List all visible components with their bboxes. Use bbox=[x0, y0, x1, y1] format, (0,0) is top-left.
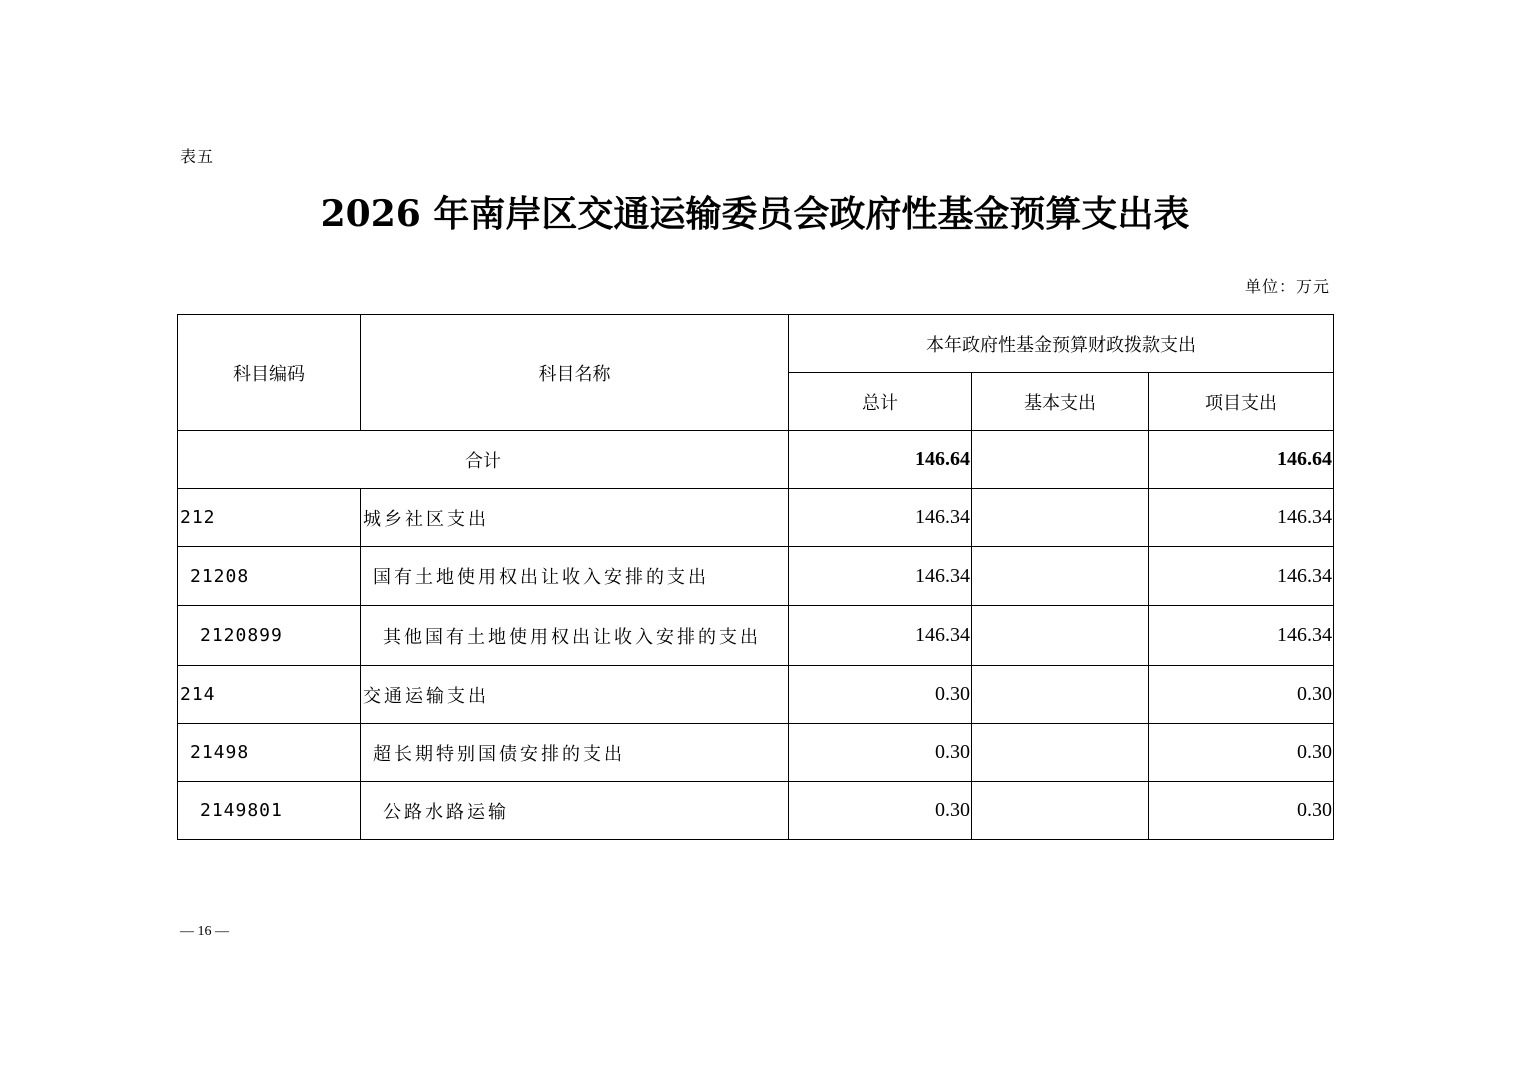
row-total: 0.30 bbox=[789, 666, 972, 724]
table-row bbox=[178, 724, 1334, 782]
row-name: 其他国有土地使用权出让收入安排的支出 bbox=[361, 606, 789, 666]
row-total: 146.34 bbox=[789, 606, 972, 666]
row-basic bbox=[972, 547, 1149, 606]
budget-table bbox=[177, 314, 1334, 840]
table-row bbox=[178, 606, 1334, 666]
row-project: 146.34 bbox=[1149, 606, 1334, 666]
row-name: 城乡社区支出 bbox=[361, 489, 789, 547]
summary-project: 146.64 bbox=[1149, 431, 1334, 489]
table-row bbox=[178, 782, 1334, 840]
row-project: 146.34 bbox=[1149, 547, 1334, 606]
header-group: 本年政府性基金预算财政拨款支出 bbox=[789, 315, 1334, 373]
table-row bbox=[178, 547, 1334, 606]
row-project: 0.30 bbox=[1149, 724, 1334, 782]
summary-label: 合计 bbox=[178, 431, 789, 489]
table-row bbox=[178, 489, 1334, 547]
row-basic bbox=[972, 606, 1149, 666]
row-basic bbox=[972, 489, 1149, 547]
page-number: — 16 — bbox=[180, 924, 229, 939]
row-basic bbox=[972, 666, 1149, 724]
row-code: 2149801 bbox=[178, 782, 361, 840]
page-title: 2026 年南岸区交通运输委员会政府性基金预算支出表 bbox=[320, 193, 1190, 235]
summary-total: 146.64 bbox=[789, 431, 972, 489]
row-project: 0.30 bbox=[1149, 666, 1334, 724]
row-project: 0.30 bbox=[1149, 782, 1334, 840]
row-total: 0.30 bbox=[789, 724, 972, 782]
header-project: 项目支出 bbox=[1149, 373, 1334, 431]
row-total: 0.30 bbox=[789, 782, 972, 840]
summary-basic bbox=[972, 431, 1149, 489]
row-name: 公路水路运输 bbox=[361, 782, 789, 840]
row-code: 214 bbox=[178, 666, 361, 724]
header-name: 科目名称 bbox=[361, 315, 789, 431]
row-basic bbox=[972, 724, 1149, 782]
row-total: 146.34 bbox=[789, 489, 972, 547]
table-row bbox=[178, 666, 1334, 724]
header-basic: 基本支出 bbox=[972, 373, 1149, 431]
row-total: 146.34 bbox=[789, 547, 972, 606]
row-name: 国有土地使用权出让收入安排的支出 bbox=[361, 547, 789, 606]
row-name: 交通运输支出 bbox=[361, 666, 789, 724]
table-label: 表五 bbox=[180, 147, 215, 166]
header-total: 总计 bbox=[789, 373, 972, 431]
row-code: 2120899 bbox=[178, 606, 361, 666]
summary-row bbox=[178, 431, 1334, 489]
row-basic bbox=[972, 782, 1149, 840]
header-code: 科目编码 bbox=[178, 315, 361, 431]
row-project: 146.34 bbox=[1149, 489, 1334, 547]
row-code: 212 bbox=[178, 489, 361, 547]
unit-label: 单位：万元 bbox=[1244, 277, 1330, 296]
row-name: 超长期特别国债安排的支出 bbox=[361, 724, 789, 782]
row-code: 21208 bbox=[178, 547, 361, 606]
row-code: 21498 bbox=[178, 724, 361, 782]
